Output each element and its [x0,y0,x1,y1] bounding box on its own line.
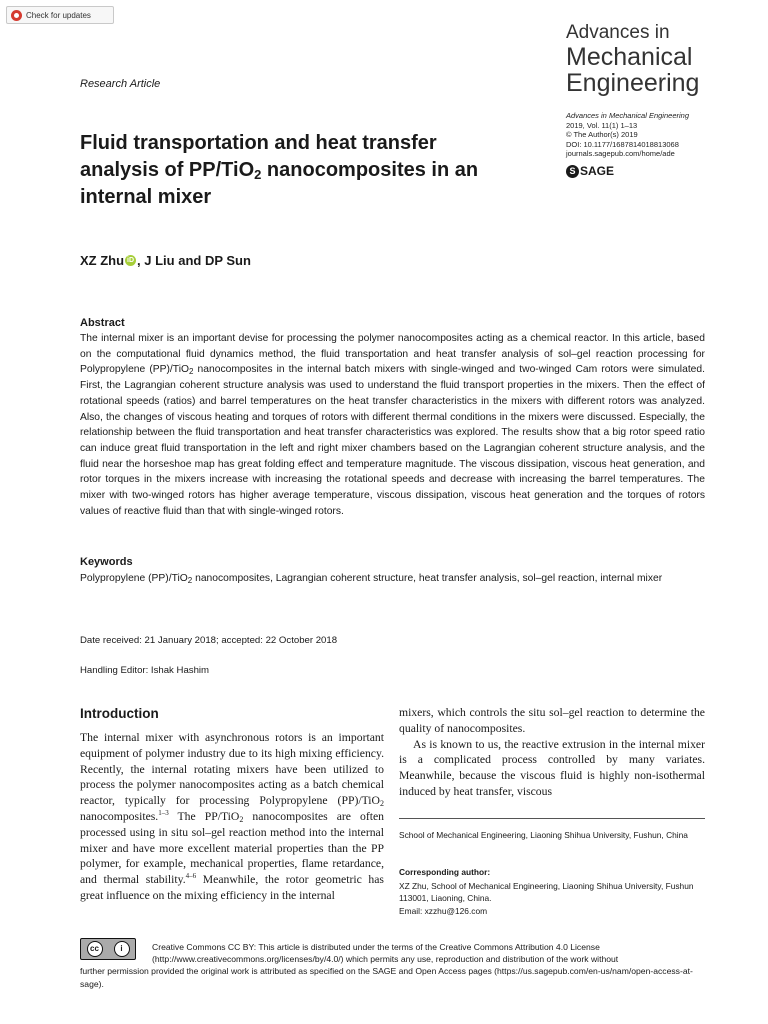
sage-logo-text: SAGE [580,164,615,178]
abstract-subscript: 2 [189,367,194,377]
sage-logo-icon: S [566,165,579,178]
introduction-heading: Introduction [80,706,159,721]
journal-name [566,22,766,96]
authors [80,253,251,268]
keywords-body [80,571,705,587]
keywords-text-1: Polypropylene (PP)/TiO [80,573,188,584]
abstract-heading: Abstract [80,317,125,329]
journal-meta-copyright: © The Author(s) 2019 [566,130,638,139]
footnote-divider [399,818,705,819]
intro-text-c: The PP/TiO [168,809,240,823]
keywords-subscript: 2 [187,576,193,585]
orcid-icon[interactable]: iD [127,257,135,264]
corresponding-author-details [399,880,705,917]
article-title [80,130,520,211]
license-text-line-3: further permission provided the original work is attributed as specified on the SAGE and Open Access pages (https://us.sagepub.com/en-us/nam/open-access-at-sage). [80,966,693,989]
update-icon [11,10,22,21]
intro-subscript-1: 2 [380,799,384,809]
cc-by-badge[interactable] [80,938,136,960]
journal-meta-url[interactable]: journals.sagepub.com/home/ade [566,149,675,158]
intro-text-e: Meanwhile, the rotor geometric has great influence on the mixing efficiency in the internal [80,873,384,902]
journal-meta-volume: 2019, Vol. 11(1) 1–13 [566,120,638,130]
article-type: Research Article [80,78,161,90]
corresponding-author-email[interactable]: Email: xzzhu@126.com [399,905,488,916]
title-text-2: nanocomposites in an internal mixer [80,159,479,208]
license-text-line-2: (http://www.creativecommons.org/licenses/by/4.0/) which permits any use, reproduction and distribution of the work without [152,954,619,964]
journal-name-line1: Advances in [566,22,670,43]
date-received: Date received: 21 January 2018; accepted: 22 October 2018 [80,635,338,646]
abstract-text-2: nanocomposites in the internal batch mixers with single-winged and two-winged Cam rotors were simulated. First, the Lagrangian coherent structure analysis was used to understand the fluid transport properties in the mixers. Then the effect of rotational speeds (ratios) and barrel temperatures on the heat transfer characteristics in the mixers with different rotors was analyzed. Also, the changes of viscous heating and torques of rotors with different thermal conditions in the mixers were discussed. Especially, the relationship between the fluid transportation and heat transfer characteristics was explored. The results show that a big rotor speed ratio can induce great fluid transportation in the left and right mixer chambers based on the Lagrangian coherent structure analysis, and the fluid near the horseshoe map has great folding effect and temperature magnitude. The viscous dissipation, viscous heat generation, and rotor torques in the mixers increase with increasing the rotational speeds and decrease with increasing the barrel temperatures. The mixer with two-winged rotors has higher average temperature, viscous dissipation, viscous heat generation and the torques of rotors values of reactive fluid than that with single-winged rotors. [80,364,705,517]
citation-ref[interactable]: 4–6 [185,872,197,881]
intro-col2-paragraph-1: mixers, which controls the situ sol–gel reaction to determine the quality of nanocomposites. [399,706,705,735]
citation-ref[interactable]: 1–3 [158,808,169,817]
keywords-heading: Keywords [80,556,133,568]
title-subscript: 2 [254,167,262,182]
authors-rest: , J Liu and DP Sun [137,253,251,268]
introduction-column-1 [80,730,384,904]
introduction-column-2 [399,705,705,800]
handling-editor: Handling Editor: Ishak Hashim [80,665,210,676]
abstract-body [80,331,705,519]
intro-subscript-2: 2 [239,814,244,824]
attribution-icon: i [114,941,130,957]
cc-icon: cc [87,941,103,957]
affiliation: School of Mechanical Engineering, Liaoning Shihua University, Fushun, China [399,830,688,840]
check-for-updates-label: Check for updates [26,10,91,20]
corresponding-author-heading: Corresponding author: [399,867,491,877]
journal-name-line3: Engineering [566,69,700,97]
journal-meta [566,111,766,159]
title-text-1: Fluid transportation and heat transfer analysis of PP/TiO [80,132,437,181]
sage-logo [566,164,614,178]
keywords-text-2: nanocomposites, Lagrangian coherent structure, heat transfer analysis, sol–gel reaction, internal mixer [192,573,663,584]
journal-meta-title: Advances in Mechanical Engineering [566,111,689,120]
journal-name-line2: Mechanical [566,43,693,71]
author-first: XZ Zhu [80,253,125,268]
intro-text-b: nanocomposites. [80,809,159,823]
intro-text-d: nanocomposites are often processed using in situ sol–gel reaction method into the internal mixer and have more excellent material properties than the PP polymer, for example, mechanical properties, flame retardance, and thermal stability. [80,809,384,887]
license-text-line-1: Creative Commons CC BY: This article is distributed under the terms of the Creative Commons Attribution 4.0 License [152,942,600,952]
intro-text-a: The internal mixer with asynchronous rotors is an important equipment of polymer industry due to its high mixing efficiency. Recently, the internal rotating mixers have been utilized to process the polymer nanocomposites acting as a batch chemical reactor, typically for processing Polypropylene (PP)/TiO [80,731,384,808]
journal-meta-doi[interactable]: DOI: 10.1177/1687814018813068 [566,139,679,149]
corresponding-author-address: XZ Zhu, School of Mechanical Engineering, Liaoning Shihua University, Fushun 113001, Liaoning, China. [399,881,694,904]
abstract-text-1: The internal mixer is an important devise for processing the polymer nanocomposites acting as a chemical reactor. In this article, based on the computational fluid dynamics method, the fluid transportation and heat transfer analysis of sol–gel reaction processing for Polypropylene (PP)/TiO [80,333,705,376]
intro-col2-paragraph-2: As is known to us, the reactive extrusion in the internal mixer is a complicated process controlled by many variates. Meanwhile, because the viscous fluid is highly non-isothermal induced by heat transfer, viscous [399,737,705,798]
check-for-updates-button[interactable] [6,6,114,24]
